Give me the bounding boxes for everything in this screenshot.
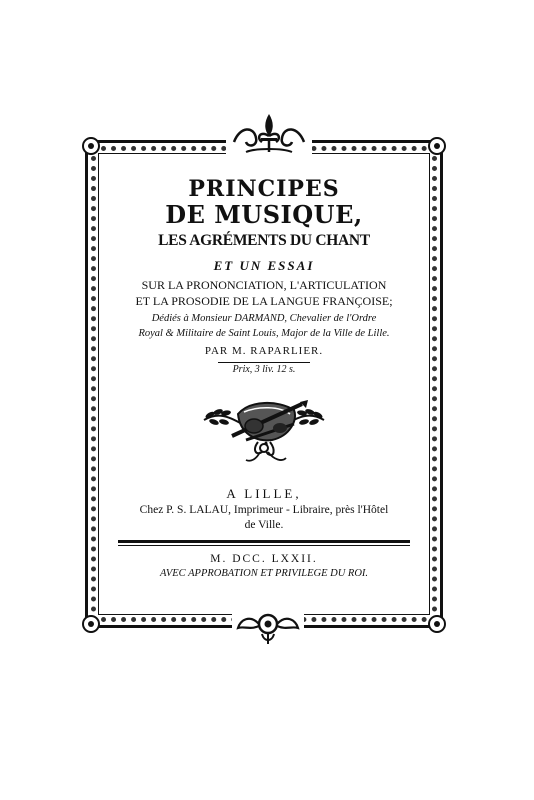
title-line-4: ET UN ESSAI (213, 258, 315, 273)
corner-rosette-icon (80, 613, 102, 635)
title-line-1: PRINCIPES (188, 176, 340, 202)
title-line-3: LES AGRÉMENTS DU CHANT (158, 232, 370, 249)
imprint-approbation: AVEC APPROBATION ET PRIVILEGE DU ROI. (159, 568, 369, 579)
dedication-line-2: Royal & Militaire de Saint Louis, Major de la Ville de Lille. (138, 328, 390, 339)
price-rule (218, 362, 310, 363)
corner-rosette-icon (80, 135, 102, 157)
imprint-rule-thin (118, 545, 410, 546)
author-line: PAR M. RAPARLIER. (204, 345, 324, 357)
musical-instruments-vignette-icon (198, 390, 330, 468)
title-line-2: DE MUSIQUE, (165, 200, 363, 229)
subtitle-line-1: SUR LA PRONONCIATION, L'ARTICULATION (141, 278, 387, 292)
dedication-line-1: Dédiés à Monsieur DARMAND, Chevalier de l'Ordre (151, 313, 377, 324)
title-page-content (100, 158, 428, 608)
imprint-place: A LILLE, (226, 486, 302, 501)
imprint-printer-line-1: Chez P. S. LALAU, Imprimeur - Libraire, près l'Hôtel (139, 504, 389, 516)
imprint-rule-thick (118, 540, 410, 543)
subtitle-line-2: ET LA PROSODIE DE LA LANGUE FRANÇOISE; (135, 294, 393, 308)
fleur-de-lis-crest-icon (226, 108, 312, 158)
corner-rosette-icon (426, 613, 448, 635)
price-label: Prix, 3 liv. 12 s. (232, 364, 296, 375)
imprint-year: M. DCC. LXXII. (210, 553, 318, 565)
imprint-printer-line-2: de Ville. (244, 519, 284, 531)
floral-ornament-icon (232, 604, 304, 648)
corner-rosette-icon (426, 135, 448, 157)
